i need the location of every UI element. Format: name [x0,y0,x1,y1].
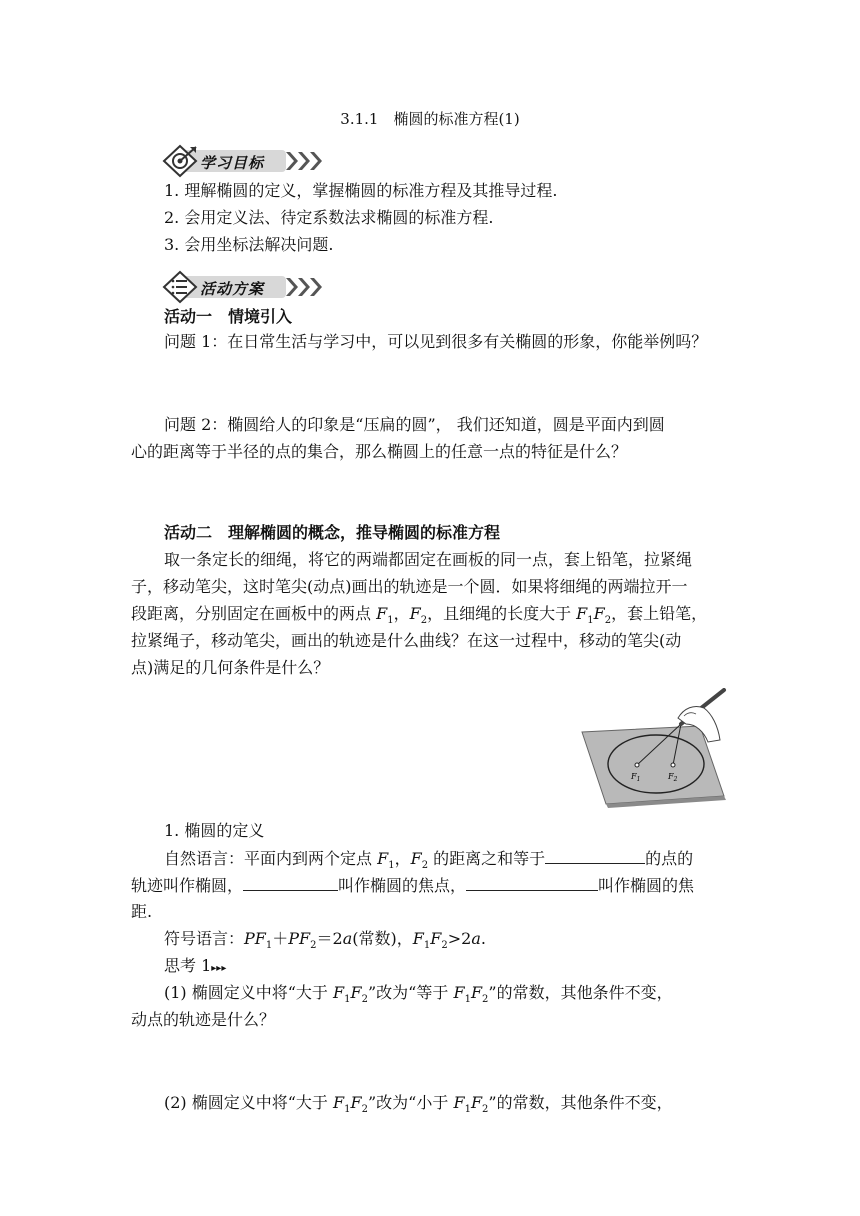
think-question-1: (1) 椭圆定义中将“大于 $F_1F_2$”改为“等于 $F_1F_2$”的常数，其他条件不变， [164,983,673,1006]
activity2-para-line2: 子，移动笔尖，这时笔尖(动点)画出的轨迹是一个圆．如果将细绳的两端拉开一 [131,577,688,596]
ellipse-board-figure [580,688,730,808]
activity2-para-line1: 取一条定长的细绳，将它的两端都固定在画板的同一点，套上铅笔，拉紧绳 [164,550,693,569]
section-heading: 活动方案 [200,280,265,298]
definition-natural-line1: 自然语言：平面内到两个定点 $F_1$，$F_2$ 的距离之和等于 的点的 [164,849,694,872]
text-span: 的距离之和等于 [428,849,546,868]
section-banner-goals [160,144,330,178]
think-question-1-line2: 动点的轨迹是什么？ [131,1010,276,1029]
text-span: ，且细绳的长度大于 [427,604,577,623]
text-span: 轨迹叫作椭圆， [131,876,244,895]
goal-item-3: 3. 会用坐标法解决问题. [164,235,334,254]
goal-item-1: 1. 理解椭圆的定义，掌握椭圆的标准方程及其推导过程. [164,181,558,200]
activity2-para-line4: 拉紧绳子，移动笔尖，画出的轨迹是什么曲线？在这一过程中，移动的笔尖(动 [131,631,682,650]
activity1-title: 活动一 情境引入 [164,307,293,326]
activity2-title: 活动二 理解椭圆的概念，推导椭圆的标准方程 [164,523,501,542]
fill-in-blank[interactable] [466,874,598,891]
text-span: 符号语言： [164,929,245,948]
definition-natural-line2 [131,874,694,897]
text-span: 叫作椭圆的焦 [598,876,695,895]
triangle-arrows-icon: ▸▸▸ [211,963,227,974]
text-span: 思考 1 [164,956,212,975]
definition-heading: 1. 椭圆的定义 [164,821,265,840]
text-span: 叫作椭圆的焦点， [338,876,467,895]
activity2-para-line3: 段距离，分别固定在画板中的两点 $F_1$，$F_2$，且细绳的长度大于 $F_1F_2$，套上铅笔， [131,604,708,627]
text-span: 自然语言：平面内到两个定点 [164,849,378,868]
activity2-para-line5: 点)满足的几何条件是什么？ [131,658,330,677]
text-span: 段距离，分别固定在画板中的两点 [131,604,377,623]
text-span: ，套上铅笔， [611,604,708,623]
definition-symbolic: 符号语言：$PF_1+PF_2=2a$(常数)，$F_1F_2>2a$. [164,929,486,952]
question-2-line2: 心的距离等于半径的点的集合，那么椭圆上的任意一点的特征是什么？ [131,442,628,461]
goal-item-2: 2. 会用定义法、待定系数法求椭圆的标准方程. [164,208,494,227]
definition-natural-line3: 距. [131,902,153,921]
think-label [164,955,226,980]
text-span: 的点的 [645,849,694,868]
section-banner-activities [160,270,330,304]
question-2-line1: 问题 2：椭圆给人的印象是“压扁的圆”， 我们还知道，圆是平面内到圆 [164,415,665,434]
section-heading: 学习目标 [200,154,265,172]
focus-label-f1: $F_1$ [631,772,641,783]
fill-in-blank[interactable] [545,847,645,864]
question-1: 问题 1：在日常生活与学习中，可以见到很多有关椭圆的形象，你能举例吗？ [164,332,708,351]
fill-in-blank[interactable] [243,874,338,891]
focus-label-f2: $F_2$ [668,772,678,783]
think-question-2: (2) 椭圆定义中将“大于 $F_1F_2$”改为“小于 $F_1F_2$”的常数，其他条件不变， [164,1093,673,1116]
page-title: 3.1.1 椭圆的标准方程(1) [340,110,520,128]
